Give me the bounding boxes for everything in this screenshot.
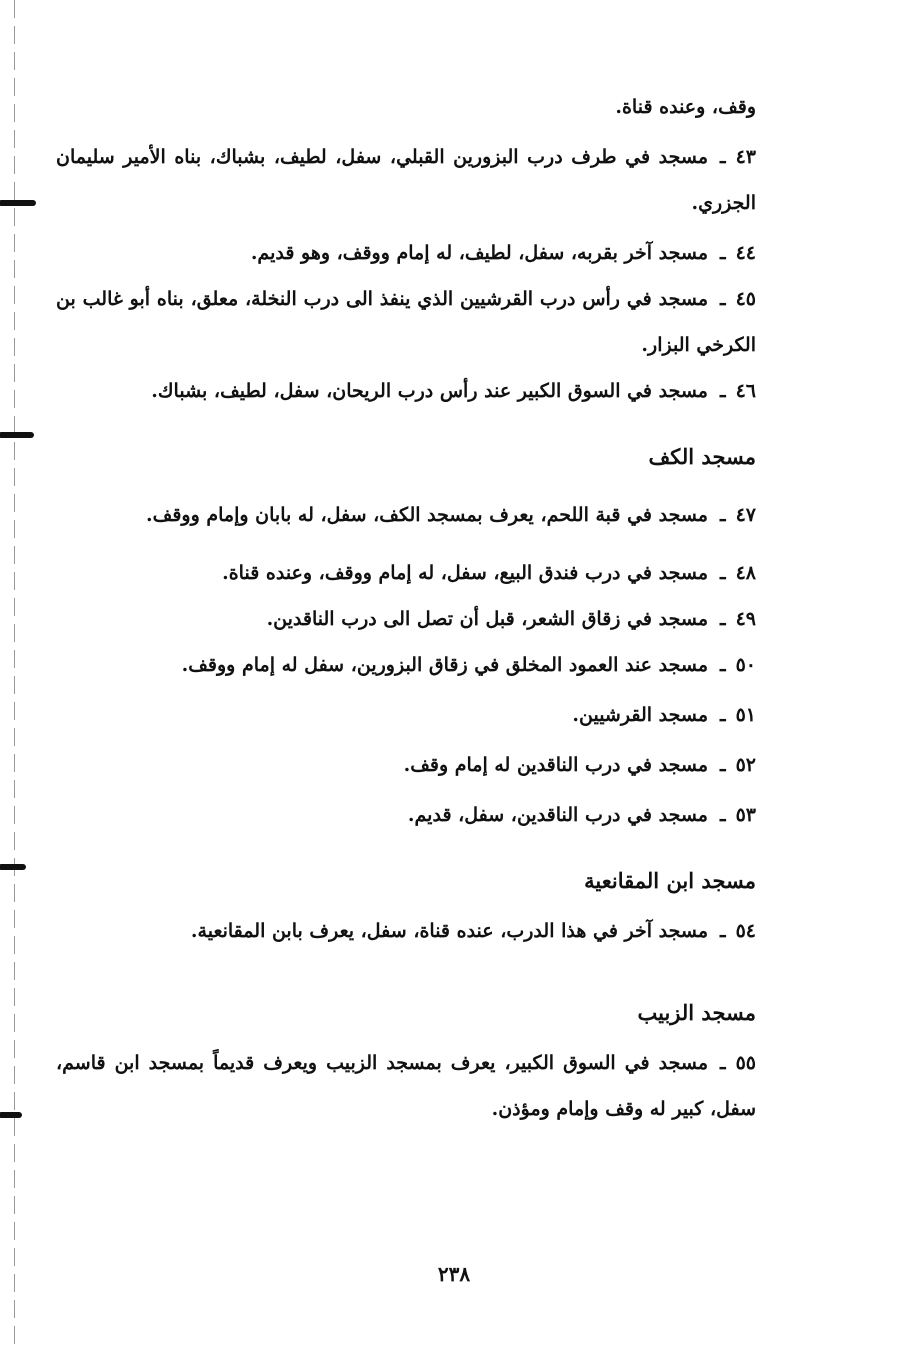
entry-dash: ـ xyxy=(720,146,726,168)
entry-dash: ـ xyxy=(720,504,726,526)
entry-dash: ـ xyxy=(720,380,726,402)
entry-text: مسجد في السوق الكبير، يعرف بمسجد الزبيب ويعرف قديماً بمسجد ابن قاسم، سفل، كبير له وقف وإمام ومؤذن. xyxy=(56,1052,756,1120)
entry-text: مسجد في درب الناقدين له إمام وقف. xyxy=(403,754,708,776)
entry-text: مسجد في درب فندق البيع، سفل، له إمام ووقف، وعنده قناة. xyxy=(222,562,708,584)
page-number: ٢٣٨ xyxy=(437,1262,471,1286)
entry-54 xyxy=(56,908,756,954)
entry-dash: ـ xyxy=(720,654,726,676)
entry-53 xyxy=(56,792,756,838)
entry-number: ٤٨ xyxy=(735,562,756,584)
entry-text: مسجد آخر بقربه، سفل، لطيف، له إمام ووقف، وهو قديم. xyxy=(250,242,708,264)
entry-number: ٤٤ xyxy=(735,242,756,264)
entry-50 xyxy=(56,642,756,688)
margin-tab-mark xyxy=(0,200,36,206)
entry-dash: ـ xyxy=(720,242,726,264)
entry-55 xyxy=(56,1040,756,1132)
margin-tab-mark xyxy=(0,432,34,438)
margin-tab-mark xyxy=(0,1112,22,1118)
entry-51 xyxy=(56,692,756,738)
entry-49 xyxy=(56,596,756,642)
section-heading: مسجد ابن المقانعية xyxy=(584,868,756,893)
entry-dash: ـ xyxy=(720,754,726,776)
entry-text: مسجد في طرف درب البزورين القبلي، سفل، لطيف، بشباك، بناه الأمير سليمان الجزري. xyxy=(56,146,756,214)
entry-number: ٤٥ xyxy=(735,288,756,310)
entry-text: وقف، وعنده قناة. xyxy=(615,96,756,118)
entry-48 xyxy=(56,550,756,596)
section-heading: مسجد الزبيب xyxy=(637,1000,756,1025)
entry-dash: ـ xyxy=(720,704,726,726)
entry-continuation xyxy=(56,84,756,130)
entry-number: ٥١ xyxy=(735,704,756,726)
entry-43 xyxy=(56,134,756,226)
entry-47 xyxy=(56,492,756,538)
entry-dash: ـ xyxy=(720,562,726,584)
entry-45 xyxy=(56,276,756,368)
entry-number: ٥٣ xyxy=(735,804,756,826)
entry-text: مسجد في قبة اللحم، يعرف بمسجد الكف، سفل، له بابان وإمام ووقف. xyxy=(146,504,708,526)
entry-46 xyxy=(56,368,756,414)
entry-number: ٥٢ xyxy=(735,754,756,776)
entry-text: مسجد في زقاق الشعر، قبل أن تصل الى درب الناقدين. xyxy=(266,608,708,630)
entry-text: مسجد عند العمود المخلق في زقاق البزورين، سفل له إمام ووقف. xyxy=(181,654,708,676)
entry-number: ٥٤ xyxy=(735,920,756,942)
entry-text: مسجد في درب الناقدين، سفل، قديم. xyxy=(407,804,708,826)
entry-52 xyxy=(56,742,756,788)
entry-number: ٤٩ xyxy=(735,608,756,630)
entry-dash: ـ xyxy=(720,1052,726,1074)
page-body xyxy=(56,84,756,1132)
entry-dash: ـ xyxy=(720,608,726,630)
entry-number: ٥٥ xyxy=(735,1052,756,1074)
entry-number: ٤٣ xyxy=(735,146,756,168)
entry-text: مسجد في رأس درب القرشيين الذي ينفذ الى درب النخلة، معلق، بناه أبو غالب بن الكرخي البزار. xyxy=(56,288,756,356)
entry-number: ٥٠ xyxy=(735,654,756,676)
entry-dash: ـ xyxy=(720,920,726,942)
entry-text: مسجد آخر في هذا الدرب، عنده قناة، سفل، يعرف بابن المقانعية. xyxy=(190,920,708,942)
entry-number: ٤٦ xyxy=(735,380,756,402)
entry-dash: ـ xyxy=(720,288,726,310)
section-heading: مسجد الكف xyxy=(648,444,756,469)
entry-text: مسجد القرشيين. xyxy=(572,704,708,726)
entry-dash: ـ xyxy=(720,804,726,826)
entry-text: مسجد في السوق الكبير عند رأس درب الريحان، سفل، لطيف، بشباك. xyxy=(151,380,708,402)
margin-tab-mark xyxy=(0,864,26,870)
entry-number: ٤٧ xyxy=(735,504,756,526)
entry-44 xyxy=(56,230,756,276)
